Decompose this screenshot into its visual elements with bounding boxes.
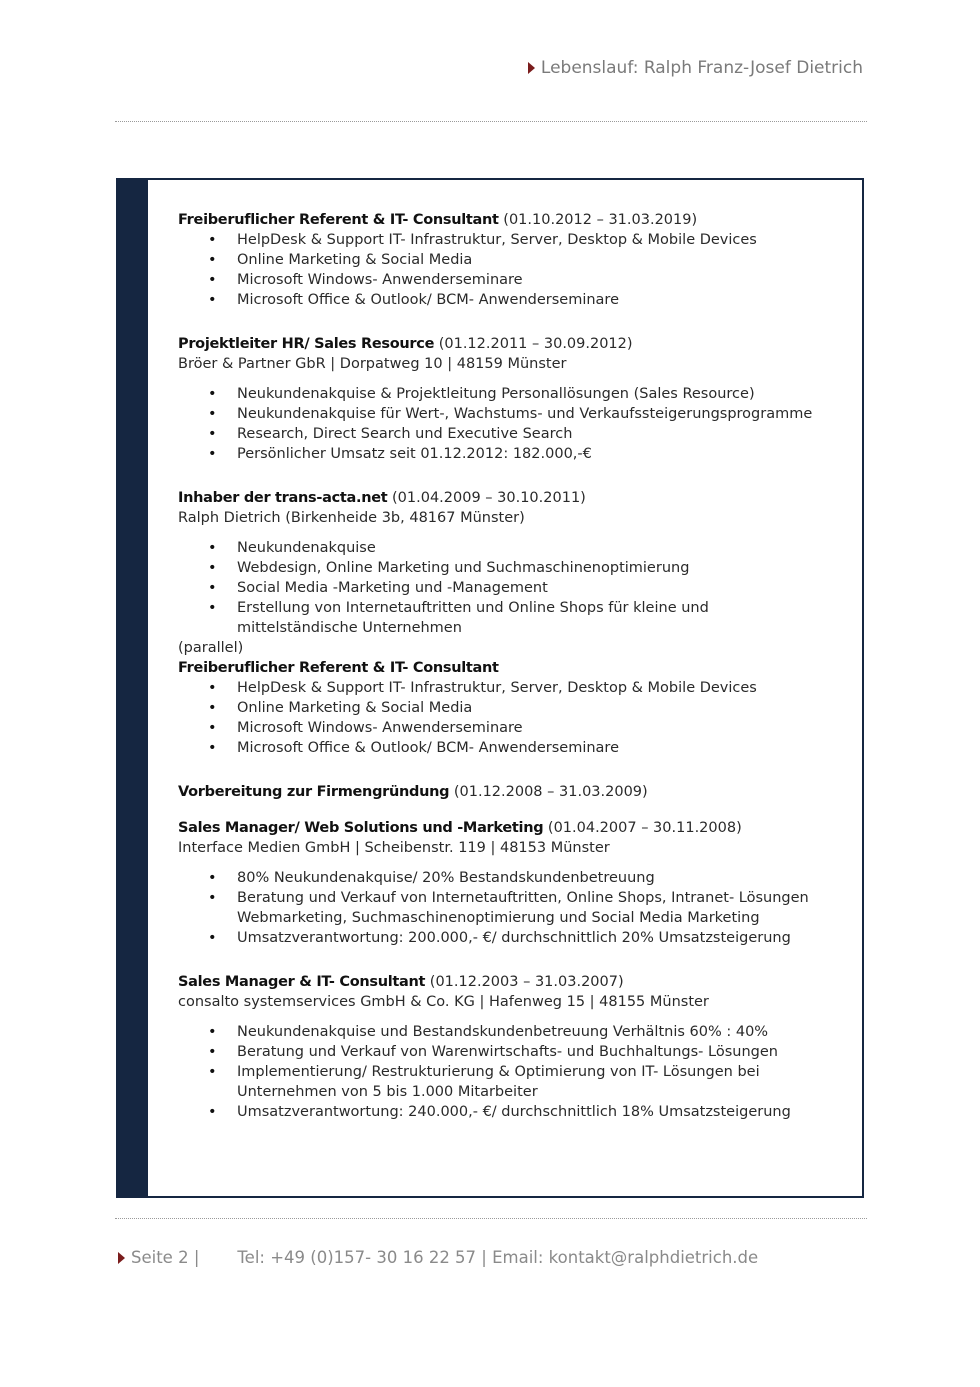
list-item: • Beratung und Verkauf von Internetauftritten, Online Shops, Intranet- Lösungen Webmarketing, Suchmaschinenoptimierung und Social Media Marketing — [208, 888, 822, 928]
page-number: Seite 2 | — [131, 1248, 200, 1267]
entry-company: consalto systemservices GmbH & Co. KG | Hafenweg 15 | 48155 Münster — [178, 994, 709, 1010]
entry-company: Ralph Dietrich (Birkenheide 3b, 48167 Münster) — [178, 510, 525, 526]
navy-sidebar-bar — [118, 180, 148, 1196]
entry-bullets — [208, 230, 822, 310]
list-item: • Microsoft Windows- Anwenderseminare — [208, 718, 822, 738]
list-item: • Online Marketing & Social Media — [208, 698, 822, 718]
list-item: • Microsoft Office & Outlook/ BCM- Anwenderseminare — [208, 738, 822, 758]
entry-title-line — [178, 334, 822, 354]
experience-list — [178, 210, 822, 1146]
entry-role: Sales Manager & IT- Consultant — [178, 974, 426, 990]
list-item: • Umsatzverantwortung: 240.000,- €/ durchschnittlich 18% Umsatzsteigerung — [208, 1102, 822, 1122]
list-item: • Online Marketing & Social Media — [208, 250, 822, 270]
entry-role: Inhaber der trans-acta.net — [178, 490, 388, 506]
entry-title-line — [178, 488, 822, 508]
experience-entry — [178, 972, 822, 1122]
list-item: • Research, Direct Search und Executive Search — [208, 424, 822, 444]
experience-entry — [178, 334, 822, 464]
list-item: • Erstellung von Internetauftritten und Online Shops für kleine und mittelständische Unternehmen — [208, 598, 822, 638]
parallel-note: (parallel) — [178, 640, 244, 656]
entry-dates: (01.04.2007 – 30.11.2008) — [547, 820, 742, 836]
entry-role: Vorbereitung zur Firmengründung — [178, 784, 450, 800]
header-title: Lebenslauf: Ralph Franz-Josef Dietrich — [540, 58, 863, 78]
cv-content-frame — [116, 178, 864, 1198]
list-item: • Neukundenakquise für Wert-, Wachstums- und Verkaufssteigerungsprogramme — [208, 404, 822, 424]
list-item: • Neukundenakquise und Bestandskundenbetreuung Verhältnis 60% : 40% — [208, 1022, 822, 1042]
experience-entry — [178, 488, 822, 758]
entry-bullets — [208, 868, 822, 948]
list-item: • Implementierung/ Restrukturierung & Optimierung von IT- Lösungen bei Unternehmen von 5 bis 1.000 Mitarbeiter — [208, 1062, 822, 1102]
page-header — [528, 58, 863, 78]
page-footer — [118, 1248, 758, 1267]
list-item: • Microsoft Office & Outlook/ BCM- Anwenderseminare — [208, 290, 822, 310]
entry-company: Interface Medien GmbH | Scheibenstr. 119 | 48153 Münster — [178, 840, 610, 856]
list-item: • Beratung und Verkauf von Warenwirtschafts- und Buchhaltungs- Lösungen — [208, 1042, 822, 1062]
entry-title-line — [178, 818, 822, 838]
experience-entry — [178, 818, 822, 948]
experience-entry — [178, 210, 822, 310]
list-item: • Persönlicher Umsatz seit 01.12.2012: 182.000,-€ — [208, 444, 822, 464]
parallel-role: Freiberuflicher Referent & IT- Consultant — [178, 660, 499, 676]
triangle-marker-icon — [528, 62, 535, 74]
list-item: • HelpDesk & Support IT- Infrastruktur, Server, Desktop & Mobile Devices — [208, 230, 822, 250]
footer-contact: Tel: +49 (0)157- 30 16 22 57 | Email: kontakt@ralphdietrich.de — [237, 1248, 759, 1267]
triangle-marker-icon — [118, 1252, 125, 1264]
list-item: • Microsoft Windows- Anwenderseminare — [208, 270, 822, 290]
entry-bullets — [208, 538, 822, 638]
list-item: • Neukundenakquise — [208, 538, 822, 558]
entry-role: Sales Manager/ Web Solutions und -Marketing — [178, 820, 544, 836]
entry-dates: (01.12.2008 – 31.03.2009) — [453, 784, 648, 800]
entry-title-line — [178, 210, 822, 230]
list-item: • Social Media -Marketing und -Management — [208, 578, 822, 598]
list-item: • Umsatzverantwortung: 200.000,- €/ durchschnittlich 20% Umsatzsteigerung — [208, 928, 822, 948]
entry-role: Freiberuflicher Referent & IT- Consultant — [178, 212, 499, 228]
list-item: • HelpDesk & Support IT- Infrastruktur, Server, Desktop & Mobile Devices — [208, 678, 822, 698]
experience-entry — [178, 782, 822, 802]
entry-title-line — [178, 972, 822, 992]
entry-title-line — [178, 658, 822, 678]
entry-role: Projektleiter HR/ Sales Resource — [178, 336, 435, 352]
entry-dates: (01.12.2011 – 30.09.2012) — [438, 336, 633, 352]
bottom-dotted-divider — [115, 1218, 867, 1219]
entry-company: Bröer & Partner GbR | Dorpatweg 10 | 48159 Münster — [178, 356, 567, 372]
entry-bullets — [208, 1022, 822, 1122]
entry-dates: (01.12.2003 – 31.03.2007) — [429, 974, 624, 990]
entry-dates: (01.04.2009 – 30.10.2011) — [392, 490, 586, 506]
list-item: • Neukundenakquise & Projektleitung Personallösungen (Sales Resource) — [208, 384, 822, 404]
entry-title-line — [178, 782, 822, 802]
entry-bullets — [208, 384, 822, 464]
entry-bullets — [208, 678, 822, 758]
entry-dates: (01.10.2012 – 31.03.2019) — [503, 212, 698, 228]
list-item: • 80% Neukundenakquise/ 20% Bestandskundenbetreuung — [208, 868, 822, 888]
list-item: • Webdesign, Online Marketing und Suchmaschinenoptimierung — [208, 558, 822, 578]
top-dotted-divider — [115, 121, 867, 122]
